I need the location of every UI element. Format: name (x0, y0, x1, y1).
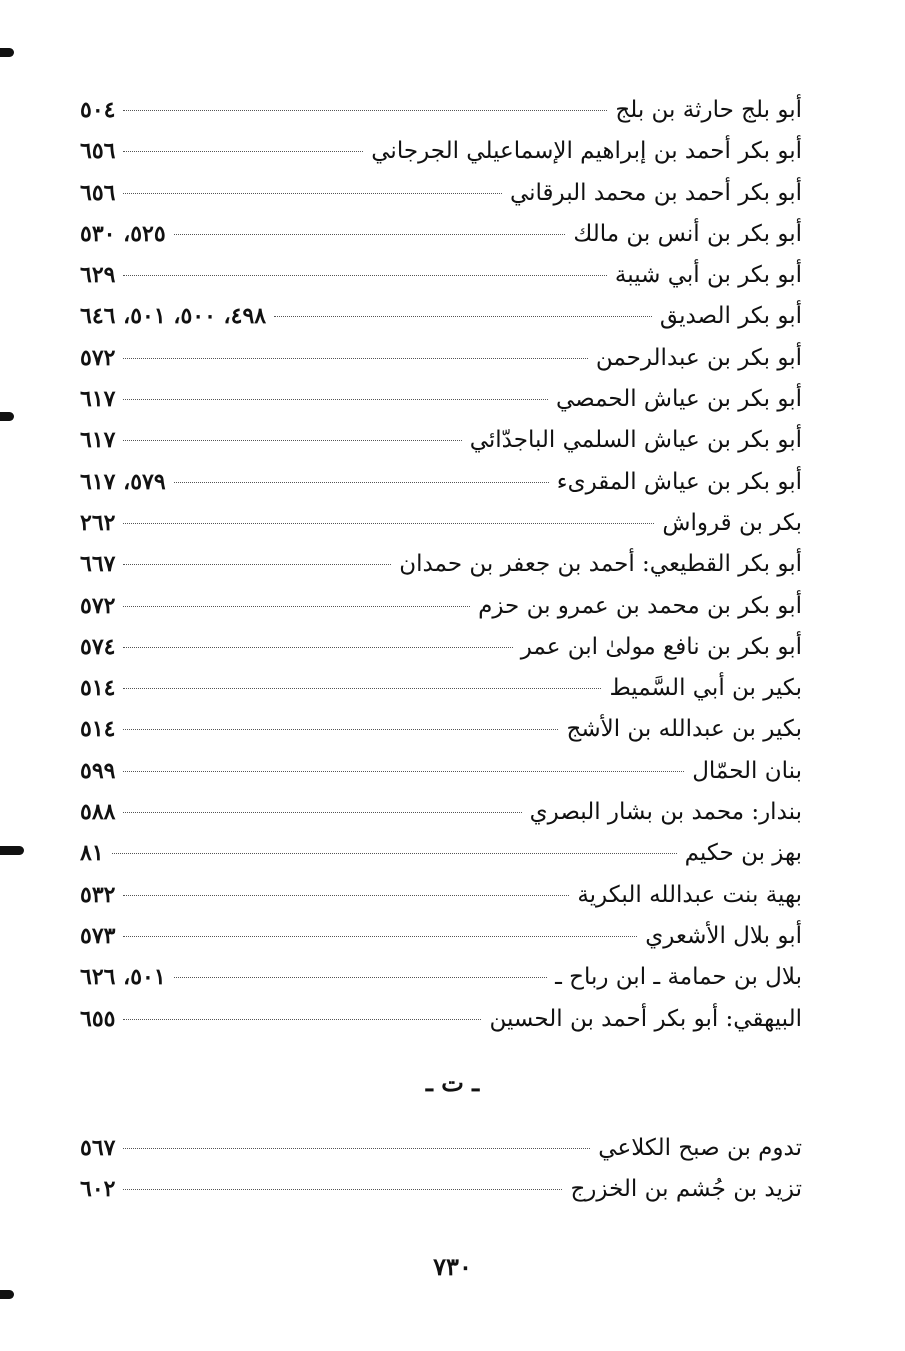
index-entry (80, 338, 802, 379)
entry-pages: ٦٢٩ (80, 262, 116, 289)
scan-edge-mark (0, 412, 14, 421)
entry-pages: ٢٦٢ (80, 509, 116, 536)
dot-leader (123, 193, 501, 194)
entry-pages: ٥٧٩، ٦١٧ (80, 468, 166, 495)
entry-name: أبو بكر بن عبدالرحمن (595, 344, 802, 371)
index-entry (80, 1128, 802, 1169)
scan-edge-mark (0, 1290, 14, 1299)
index-entry (80, 90, 802, 131)
dot-leader (123, 771, 684, 772)
dot-leader (123, 688, 601, 689)
index-entry (80, 751, 802, 792)
dot-leader (123, 1189, 562, 1190)
entry-pages: ٥٧٢ (80, 344, 116, 371)
entry-pages: ٥٦٧ (80, 1135, 116, 1161)
entry-name: بلال بن حمامة ـ ابن رباح ـ (555, 964, 802, 991)
entry-pages: ٥٨٨ (80, 799, 116, 826)
index-entry (80, 709, 802, 750)
entry-pages: ٥٢٥، ٥٣٠ (80, 220, 166, 247)
entry-name: أبو بكر بن نافع مولىٰ ابن عمر (520, 633, 802, 660)
index-entry (80, 586, 802, 627)
index-entry (80, 916, 802, 957)
dot-leader (123, 358, 587, 359)
index-list-section-ta (80, 1128, 802, 1211)
index-entry (80, 379, 802, 420)
entry-pages: ٥٣٢ (80, 881, 116, 908)
index-entry (80, 1169, 802, 1210)
index-entry (80, 627, 802, 668)
entry-name: أبو بلج حارثة بن بلج (615, 97, 802, 123)
entry-pages: ٥٧٣ (80, 922, 116, 949)
index-entry (80, 173, 802, 214)
entry-pages: ٥٠٤ (80, 97, 116, 123)
entry-name: أبو بكر بن عياش السلمي الباجدّائي (469, 427, 802, 454)
dot-leader (123, 1148, 590, 1149)
index-entry (80, 503, 802, 544)
index-entry (80, 214, 802, 255)
dot-leader (123, 647, 512, 648)
entry-pages: ٥٧٤ (80, 633, 116, 660)
entry-pages: ٦٥٦ (80, 138, 116, 165)
scan-edge-mark (0, 48, 14, 57)
entry-name: أبو بكر أحمد بن إبراهيم الإسماعيلي الجرجاني (371, 138, 802, 165)
dot-leader (174, 482, 549, 483)
dot-leader (123, 275, 606, 276)
dot-leader (274, 316, 652, 317)
entry-name: بكير بن أبي السَّميط (609, 675, 802, 702)
index-entry (80, 544, 802, 585)
index-entry (80, 420, 802, 461)
dot-leader (174, 977, 547, 978)
dot-leader (123, 399, 548, 400)
index-entry (80, 833, 802, 874)
index-entry (80, 957, 802, 998)
dot-leader (123, 895, 569, 896)
dot-leader (123, 564, 391, 565)
entry-name: أبو بكر القطيعي: أحمد بن جعفر بن حمدان (399, 551, 802, 578)
dot-leader (123, 110, 607, 111)
entry-name: تزيد بن جُشم بن الخزرج (570, 1176, 802, 1203)
index-entry (80, 462, 802, 503)
scan-edge-mark (0, 846, 24, 855)
entry-name: أبو بلال الأشعري (645, 922, 802, 949)
section-heading: ـ ت ـ (425, 1068, 480, 1097)
entry-name: بكير بن عبدالله بن الأشج (566, 716, 802, 743)
entry-pages: ٤٩٨، ٥٠٠، ٥٠١، ٦٤٦ (80, 303, 267, 330)
dot-leader (123, 440, 461, 441)
entry-name: أبو بكر بن أبي شيبة (614, 262, 802, 289)
index-entry (80, 131, 802, 172)
dot-leader (123, 606, 470, 607)
entry-pages: ٦٦٧ (80, 551, 116, 578)
entry-name: بهز بن حكيم (684, 840, 802, 867)
entry-pages: ٦٠٢ (80, 1176, 116, 1203)
entry-name: بندار: محمد بن بشار البصري (529, 799, 802, 826)
entry-pages: ٥٠١، ٦٢٦ (80, 964, 166, 991)
entry-pages: ٥١٤ (80, 716, 116, 743)
dot-leader (123, 729, 558, 730)
entry-name: بنان الحمّال (692, 757, 802, 784)
index-list (80, 90, 802, 1040)
dot-leader (123, 1019, 481, 1020)
entry-pages: ٥٩٩ (80, 757, 116, 784)
entry-pages: ٦٥٦ (80, 179, 116, 206)
entry-pages: ٥٧٢ (80, 592, 116, 619)
index-entry (80, 875, 802, 916)
dot-leader (123, 523, 654, 524)
dot-leader (123, 812, 521, 813)
entry-name: أبو بكر أحمد بن محمد البرقاني (509, 179, 802, 206)
index-entry (80, 296, 802, 337)
entry-pages: ٦١٧ (80, 386, 116, 413)
entry-name: أبو بكر الصديق (659, 303, 802, 330)
index-entry (80, 668, 802, 709)
dot-leader (123, 151, 363, 152)
entry-name: بهية بنت عبدالله البكرية (577, 881, 802, 908)
entry-pages: ٦١٧ (80, 427, 116, 454)
entry-pages: ٨١ (80, 840, 104, 867)
dot-leader (174, 234, 566, 235)
index-entry (80, 255, 802, 296)
entry-name: البيهقي: أبو بكر أحمد بن الحسين (489, 1005, 802, 1032)
entry-name: بكر بن قرواش (662, 509, 802, 536)
index-entry (80, 999, 802, 1040)
page-number: ٧٣٠ (433, 1252, 472, 1281)
entry-name: أبو بكر بن عياش المقرىء (556, 468, 802, 495)
dot-leader (123, 936, 637, 937)
entry-pages: ٥١٤ (80, 675, 116, 702)
dot-leader (112, 853, 677, 854)
entry-pages: ٦٥٥ (80, 1005, 116, 1032)
entry-name: تدوم بن صبح الكلاعي (598, 1135, 802, 1161)
entry-name: أبو بكر بن محمد بن عمرو بن حزم (478, 592, 802, 619)
entry-name: أبو بكر بن عياش الحمصي (555, 386, 802, 413)
entry-name: أبو بكر بن أنس بن مالك (573, 220, 802, 247)
index-entry (80, 792, 802, 833)
